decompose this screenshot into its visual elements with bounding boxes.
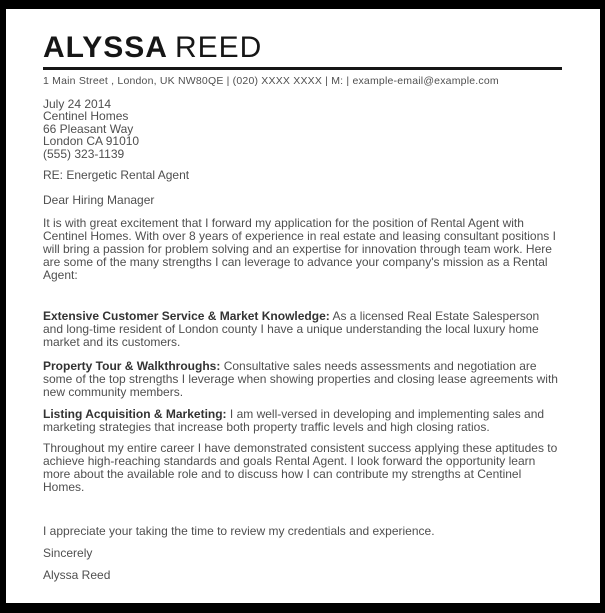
letterhead-first-name: ALYSSA	[43, 31, 168, 64]
signature-name: Alyssa Reed	[43, 568, 111, 583]
strength-paragraph	[43, 408, 562, 434]
subject-line: RE: Energetic Rental Agent	[43, 168, 190, 183]
recipient-block	[43, 98, 562, 161]
letterhead-last-name: REED	[174, 31, 263, 64]
recipient-company: Centinel Homes	[43, 109, 129, 124]
strength-heading: Extensive Customer Service & Market Knowledge:	[43, 309, 330, 324]
letter-date: July 24 2014	[43, 96, 112, 111]
strength-paragraph	[43, 310, 562, 349]
strength-text: I am well-versed in developing and implementing sales and marketing strategies that increase both property traffic levels and high closing ratios.	[43, 407, 545, 435]
letterhead-divider	[43, 67, 562, 70]
letterhead-contact-line: 1 Main Street , London, UK NW80QE | (020) XXXX XXXX | M: | example-email@example.com	[43, 74, 499, 87]
closing-paragraph: Throughout my entire career I have demonstrated consistent success applying these aptitudes to achieve high-reaching standards and goals Rental Agent. I look forward the opportunity learn more about the available role and to discuss how I can contribute my strengths at Centinel Homes.	[43, 441, 558, 495]
intro-paragraph: It is with great excitement that I forward my application for the position of Rental Agent with Centinel Homes. With over 8 years of experience in real estate and leasing consultant positions I will bring a passion for problem solving and an expertise for innovation through team work. Here are some of the many strengths I can leverage to advance your company's mission as a Rental Agent:	[43, 216, 556, 283]
strength-text: As a licensed Real Estate Salesperson and long-time resident of London county I have a unique understanding the local luxury home market and its customers.	[43, 309, 540, 350]
strength-heading: Listing Acquisition & Marketing:	[43, 407, 227, 422]
thanks-paragraph: I appreciate your taking the time to review my credentials and experience.	[43, 524, 435, 539]
valediction: Sincerely	[43, 546, 93, 561]
recipient-city: London CA 91010	[43, 134, 140, 149]
strength-paragraph	[43, 360, 562, 399]
recipient-street: 66 Pleasant Way	[43, 121, 134, 136]
strength-heading: Property Tour & Walkthroughs:	[43, 359, 221, 374]
letter-body	[43, 98, 562, 583]
salutation: Dear Hiring Manager	[43, 193, 155, 208]
strength-text: Consultative sales needs assessments and negotiation are some of the top strengths I leverage when showing properties and closing lease agreements with new community members.	[43, 359, 558, 400]
letterhead-name	[43, 32, 562, 64]
letter-page	[6, 9, 600, 603]
recipient-phone: (555) 323-1139	[43, 146, 125, 161]
